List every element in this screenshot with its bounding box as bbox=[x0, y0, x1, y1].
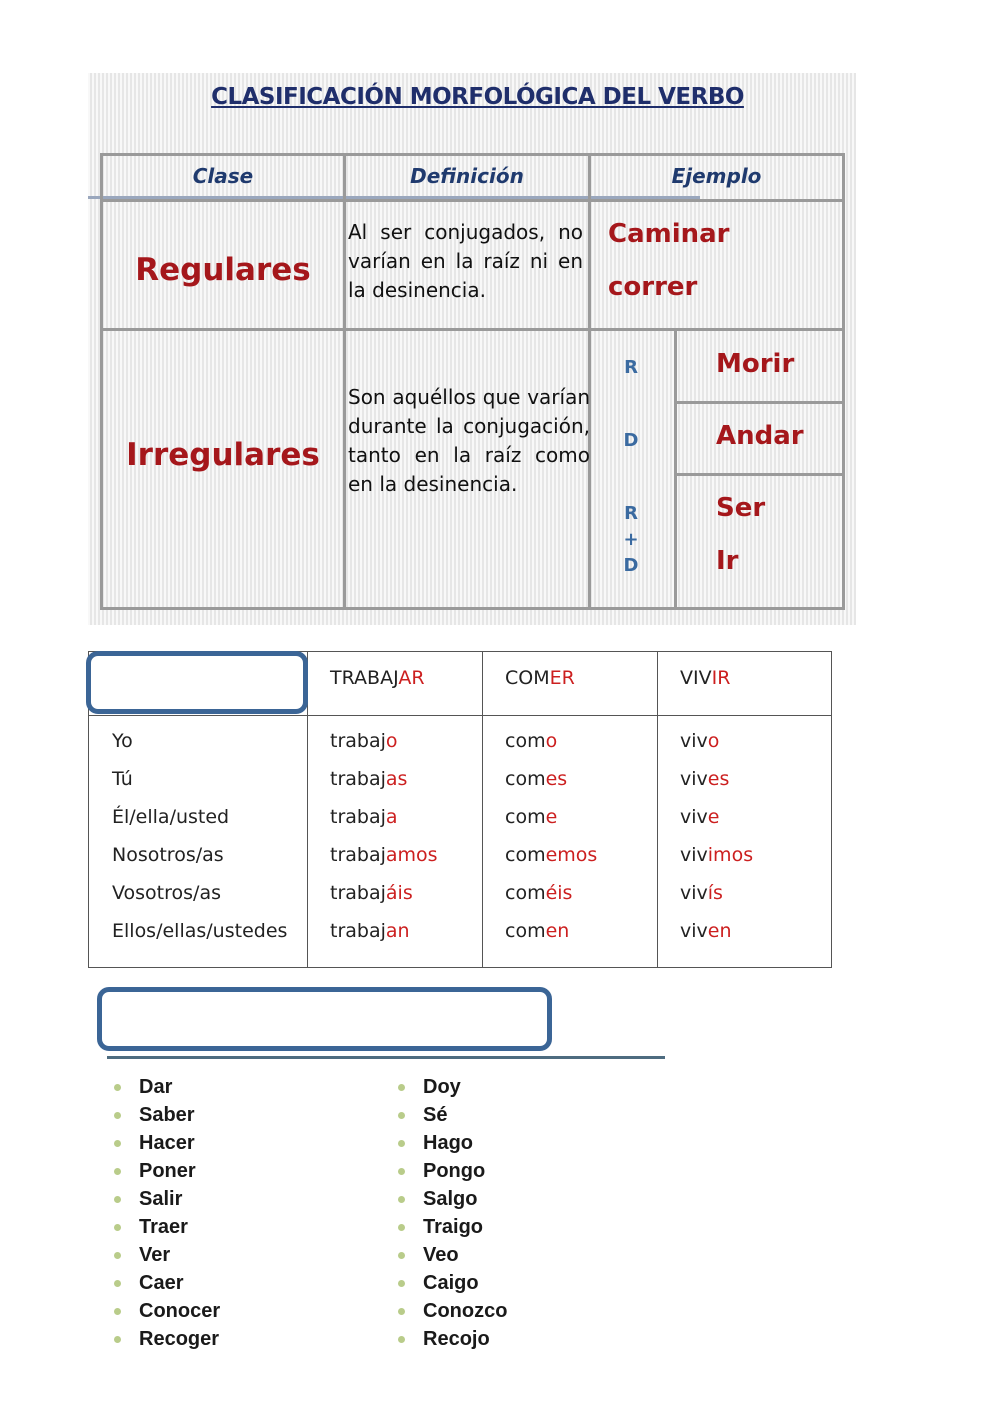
list-item: Saber bbox=[114, 1101, 220, 1129]
bullet-icon bbox=[114, 1140, 121, 1147]
list-item: Hacer bbox=[114, 1129, 220, 1157]
pronoun: Tú bbox=[112, 768, 133, 790]
pronoun: Vosotros/as bbox=[112, 882, 221, 904]
form-trabajar: trabajamos bbox=[330, 844, 438, 866]
grid-line bbox=[100, 328, 845, 331]
example-andar: Andar bbox=[716, 421, 804, 451]
example-correr: correr bbox=[608, 272, 698, 302]
list-item: Traigo bbox=[398, 1213, 507, 1241]
grid-line bbox=[675, 473, 845, 476]
form-vivir: vivimos bbox=[680, 844, 754, 866]
class-regulares: Regulares bbox=[135, 252, 311, 288]
list-item: Recojo bbox=[398, 1325, 507, 1353]
example-ser: Ser bbox=[716, 493, 766, 523]
list-divider bbox=[107, 1056, 665, 1059]
form-vivir: vives bbox=[680, 768, 730, 790]
grid-line bbox=[674, 330, 677, 610]
definition-regulares: Al ser conjugados, no varían en la raíz ni en la desinencia. bbox=[348, 220, 583, 302]
bullet-icon bbox=[114, 1252, 121, 1259]
bullet-icon bbox=[114, 1112, 121, 1119]
list-item: Salir bbox=[114, 1185, 220, 1213]
grid-line bbox=[675, 401, 845, 404]
form-comer: como bbox=[505, 730, 558, 752]
form-trabajar: trabajan bbox=[330, 920, 410, 942]
verb-header-trabajar: TRABAJAR bbox=[330, 667, 425, 689]
bullet-icon bbox=[114, 1084, 121, 1091]
list-item: Hago bbox=[398, 1129, 507, 1157]
form-comer: comemos bbox=[505, 844, 598, 866]
grid-line bbox=[100, 199, 845, 202]
bullet-icon bbox=[398, 1308, 405, 1315]
bullet-icon bbox=[114, 1224, 121, 1231]
bullet-icon bbox=[398, 1168, 405, 1175]
example-morir: Morir bbox=[716, 349, 795, 379]
header-definicion: Definición bbox=[410, 164, 524, 188]
list-item: Doy bbox=[398, 1073, 507, 1101]
form-trabajar: trabajo bbox=[330, 730, 398, 752]
list-item: Salgo bbox=[398, 1185, 507, 1213]
form-vivir: vive bbox=[680, 806, 720, 828]
pronoun: Él/ella/usted bbox=[112, 806, 230, 828]
form-comer: coméis bbox=[505, 882, 573, 904]
class-irregulares: Irregulares bbox=[126, 437, 320, 473]
list-item: Dar bbox=[114, 1073, 220, 1101]
example-caminar: Caminar bbox=[608, 219, 730, 249]
list-item: Recoger bbox=[114, 1325, 220, 1353]
bullet-icon bbox=[398, 1196, 405, 1203]
verb-header-vivir: VIVIR bbox=[680, 667, 731, 689]
grid-line bbox=[100, 607, 845, 610]
code-r-plus-d-plus: + bbox=[623, 529, 639, 550]
form-trabajar: trabajáis bbox=[330, 882, 413, 904]
grid-line bbox=[343, 153, 346, 610]
list-item: Conocer bbox=[114, 1297, 220, 1325]
grid-line bbox=[100, 153, 845, 156]
form-trabajar: trabajas bbox=[330, 768, 408, 790]
header-answer-box[interactable] bbox=[86, 651, 308, 714]
verb-header-comer: COMER bbox=[505, 667, 575, 689]
form-comer: come bbox=[505, 806, 558, 828]
form-vivir: vivo bbox=[680, 730, 720, 752]
classification-title: CLASIFICACIÓN MORFOLÓGICA DEL VERBO bbox=[211, 84, 744, 110]
code-d: D bbox=[623, 430, 639, 451]
list-item: Poner bbox=[114, 1157, 220, 1185]
code-r: R bbox=[624, 357, 638, 378]
bullet-icon bbox=[398, 1224, 405, 1231]
bullet-icon bbox=[398, 1112, 405, 1119]
form-trabajar: trabaja bbox=[330, 806, 398, 828]
bullet-icon bbox=[114, 1336, 121, 1343]
pronoun: Ellos/ellas/ustedes bbox=[112, 920, 288, 942]
bullet-icon bbox=[398, 1084, 405, 1091]
first-person-list bbox=[398, 1073, 507, 1353]
pronoun: Yo bbox=[112, 730, 133, 752]
list-title-answer-box[interactable] bbox=[97, 987, 552, 1051]
form-comer: comen bbox=[505, 920, 570, 942]
grid-line bbox=[100, 153, 103, 610]
code-r-plus-d-d: D bbox=[623, 555, 639, 576]
header-ejemplo: Ejemplo bbox=[671, 164, 762, 188]
form-comer: comes bbox=[505, 768, 568, 790]
bullet-icon bbox=[398, 1140, 405, 1147]
bullet-icon bbox=[114, 1196, 121, 1203]
grid-line bbox=[657, 652, 658, 967]
example-ir: Ir bbox=[716, 546, 739, 576]
header-clase: Clase bbox=[192, 164, 254, 188]
form-vivir: vivís bbox=[680, 882, 723, 904]
bullet-icon bbox=[114, 1308, 121, 1315]
pronoun: Nosotros/as bbox=[112, 844, 224, 866]
list-item: Caer bbox=[114, 1269, 220, 1297]
grid-line bbox=[89, 715, 831, 716]
list-item: Ver bbox=[114, 1241, 220, 1269]
bullet-icon bbox=[398, 1280, 405, 1287]
bullet-icon bbox=[114, 1168, 121, 1175]
list-item: Traer bbox=[114, 1213, 220, 1241]
definition-irregulares: Son aquéllos que varían durante la conjugación, tanto en la raíz como en la desinencia. bbox=[348, 385, 590, 496]
form-vivir: viven bbox=[680, 920, 732, 942]
list-item: Veo bbox=[398, 1241, 507, 1269]
infinitive-list bbox=[114, 1073, 220, 1353]
bullet-icon bbox=[398, 1336, 405, 1343]
list-item: Pongo bbox=[398, 1157, 507, 1185]
bullet-icon bbox=[114, 1280, 121, 1287]
code-r-plus-d-r: R bbox=[624, 503, 638, 524]
grid-line bbox=[842, 153, 845, 610]
bullet-icon bbox=[398, 1252, 405, 1259]
list-item: Conozco bbox=[398, 1297, 507, 1325]
grid-line bbox=[482, 652, 483, 967]
list-item: Sé bbox=[398, 1101, 507, 1129]
list-item: Caigo bbox=[398, 1269, 507, 1297]
grid-line bbox=[588, 153, 591, 610]
